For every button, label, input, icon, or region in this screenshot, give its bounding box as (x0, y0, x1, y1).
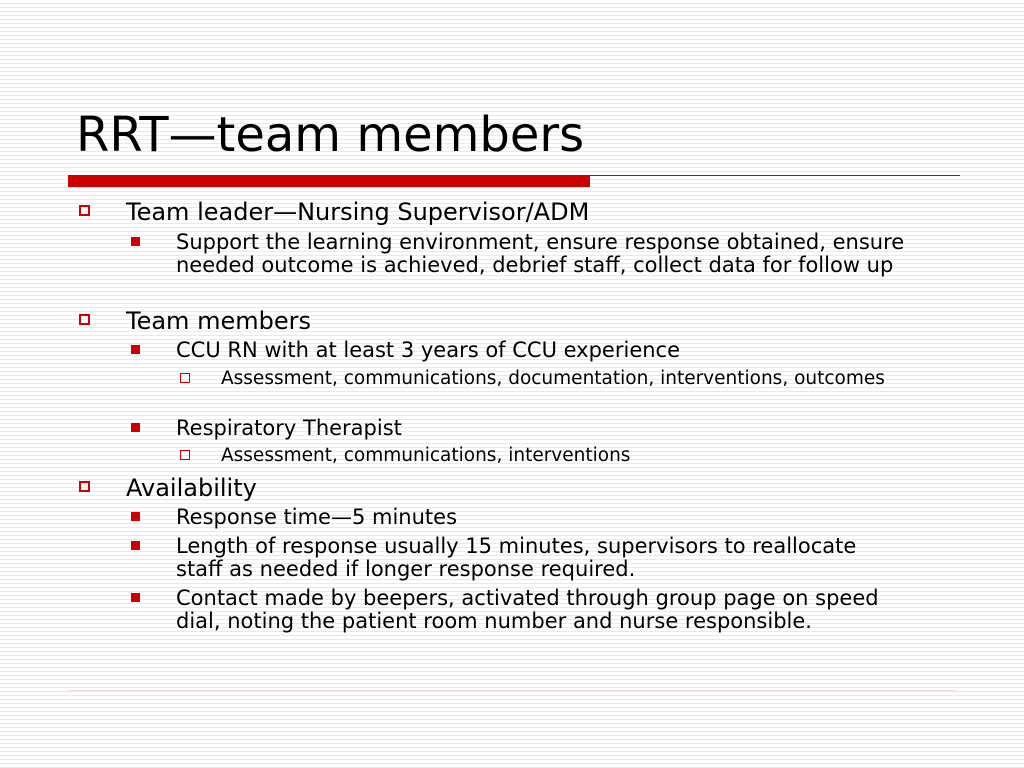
title-underline-thick (68, 175, 590, 187)
bullet-leader-duties: Support the learning environment, ensure response obtained, ensure needed outcome is achieved, debrief staff, collect data for follow up (176, 230, 905, 277)
bullet-response-time: Response time—5 minutes (176, 505, 458, 529)
bullet-contact: Contact made by beepers, activated through group page on speed dial, noting the patient room number and nurse responsible. (176, 586, 879, 633)
hollow-square-bullet-icon (79, 205, 90, 216)
bullet-ccu-rn: CCU RN with at least 3 years of CCU experience (176, 338, 681, 362)
bullet-availability: Availability (126, 474, 257, 502)
hollow-square-bullet-icon (79, 314, 90, 325)
bullet-ccu-duties: Assessment, communications, documentation, interventions, outcomes (221, 368, 885, 389)
filled-square-bullet-icon (131, 423, 140, 432)
bullet-team-leader: Team leader—Nursing Supervisor/ADM (126, 198, 590, 226)
bullet-team-members: Team members (126, 307, 311, 335)
filled-square-bullet-icon (131, 541, 140, 550)
hollow-square-bullet-icon (79, 481, 90, 492)
filled-square-bullet-icon (131, 237, 140, 246)
bullet-rt-duties: Assessment, communications, interventions (221, 445, 631, 466)
filled-square-bullet-icon (131, 345, 140, 354)
hollow-square-bullet-icon (180, 373, 190, 383)
footer-divider (68, 690, 956, 691)
bullet-respiratory-therapist: Respiratory Therapist (176, 416, 402, 440)
title-underline-thin (590, 175, 960, 176)
slide-title: RRT—team members (76, 107, 585, 163)
filled-square-bullet-icon (131, 512, 140, 521)
bullet-response-length: Length of response usually 15 minutes, supervisors to reallocate staff as needed if longer response required. (176, 534, 857, 581)
hollow-square-bullet-icon (180, 450, 190, 460)
filled-square-bullet-icon (131, 593, 140, 602)
